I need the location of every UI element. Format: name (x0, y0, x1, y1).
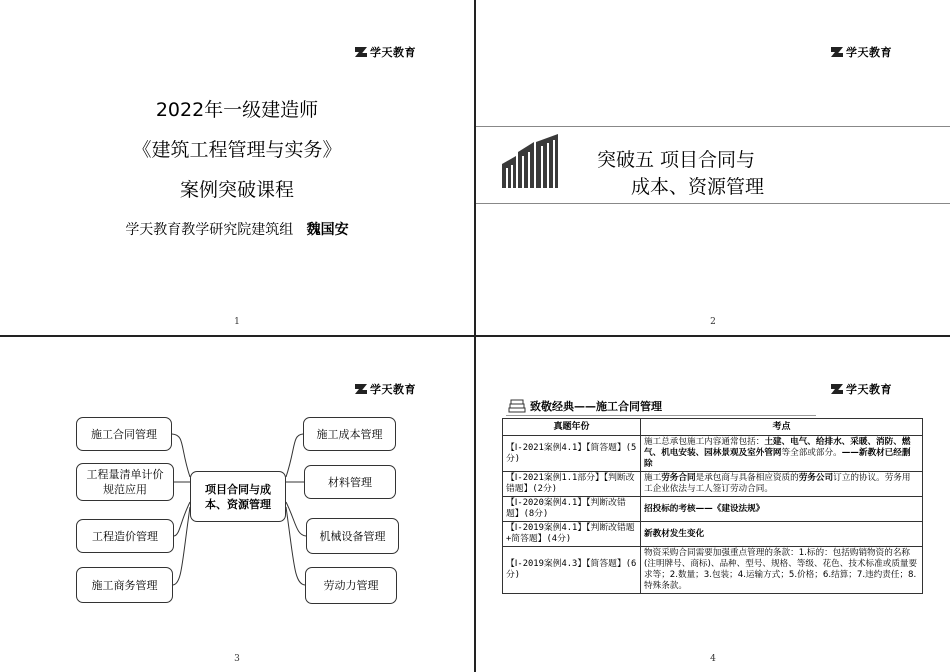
table-heading-text: 致敬经典——施工合同管理 (530, 400, 662, 413)
page-number: 1 (234, 317, 240, 327)
heading-rule (506, 415, 816, 416)
point-text: 施工 (644, 473, 662, 483)
point-cell (641, 547, 923, 594)
section-title-line-1: 突破五 项目合同与 (597, 149, 756, 171)
point-text: 施工总承包施工内容通常包括： (644, 437, 765, 447)
slide-2[interactable] (476, 0, 950, 335)
slide-3[interactable] (0, 337, 474, 672)
point-cell (641, 472, 923, 497)
brand-mark-icon (831, 47, 843, 57)
table-row (503, 497, 923, 522)
title-line-3: 案例突破课程 (179, 179, 294, 201)
col-year-header: 真题年份 (503, 419, 641, 436)
point-text: 订立的协议。劳务用工企业依法与工人签订劳动合同。 (644, 473, 911, 494)
author-name: 魏国安 (306, 222, 349, 238)
author-line (0, 219, 474, 239)
point-text-bold: ——新教材已经删除 (644, 448, 911, 469)
page-number: 4 (710, 654, 716, 664)
node-cost-management[interactable]: 工程造价管理 (76, 519, 174, 553)
table-heading (508, 398, 662, 414)
brand-mark-icon (831, 384, 843, 394)
point-text-bold: 劳务公司 (798, 473, 834, 483)
node-construction-cost[interactable]: 施工成本管理 (303, 417, 396, 451)
books-icon (508, 399, 526, 413)
section-title-line-2: 成本、资源管理 (631, 176, 765, 198)
point-text-bold: 招投标的考核——《建设法规》 (644, 503, 765, 514)
author-org: 学天教育教学研究院建筑组 (125, 222, 294, 238)
point-text: 等全部或部分。 (781, 448, 842, 458)
buildings-icon (500, 134, 560, 188)
brand-name: 学天教育 (370, 46, 416, 59)
title-line-1: 2022年一级建造师 (155, 99, 319, 121)
table-header-row (503, 419, 923, 436)
mindmap-center-node[interactable]: 项目合同与成本、资源管理 (190, 471, 286, 522)
year-cell: 【Ⅰ-2021案例4.1】【简答题】(5分) (503, 436, 641, 472)
table-row (503, 547, 923, 594)
node-machinery[interactable]: 机械设备管理 (306, 518, 399, 554)
node-bill-of-quantities[interactable]: 工程量清单计价规范应用 (76, 463, 174, 501)
point-cell (641, 522, 923, 547)
node-labor[interactable]: 劳动力管理 (305, 567, 397, 604)
table-row (503, 472, 923, 497)
page-number: 2 (710, 317, 716, 327)
slide-4[interactable] (476, 337, 950, 672)
point-cell (641, 497, 923, 522)
point-text-bold: 劳务合同 (661, 473, 696, 483)
node-construction-contract[interactable]: 施工合同管理 (76, 417, 172, 451)
year-cell: 【Ⅰ-2019案例4.3】【简答题】(6分) (503, 547, 641, 594)
exam-table (502, 418, 923, 594)
point-text: 物资采购合同需要加强重点管理的条款：1.标的：包括购销物资的名称(注明牌号、商标)、品种、型号、规格、等级、花色、技术标准或质量要求等；2.数量；3.包装；4.运输方式；5.价格；6.结算；7.违约责任；8.特殊条款。 (644, 548, 918, 591)
brand-logo (831, 381, 892, 397)
point-text: 是承包商与具备相应资质的 (695, 473, 799, 483)
brand-name: 学天教育 (370, 383, 416, 396)
brand-logo (355, 44, 416, 60)
year-cell: 【Ⅰ-2020案例4.1】【判断改错题】(8分) (503, 497, 641, 522)
brand-name: 学天教育 (846, 383, 892, 396)
point-text-bold: 新教材发生变化 (644, 528, 705, 539)
title-line-2: 《建筑工程管理与实务》 (132, 139, 342, 161)
year-cell: 【Ⅰ-2019案例4.1】【判断改错题+简答题】(4分) (503, 522, 641, 547)
table-row (503, 436, 923, 472)
node-materials[interactable]: 材料管理 (304, 465, 396, 499)
brand-mark-icon (355, 47, 367, 57)
slide-1[interactable] (0, 0, 474, 335)
node-commercial-management[interactable]: 施工商务管理 (76, 567, 173, 603)
point-text-bold: 土建、电气、给排水、采暖、消防、燃气、机电安装、园林景观及室外管网 (644, 437, 911, 458)
brand-logo (831, 44, 892, 60)
year-cell: 【Ⅰ-2021案例1.1部分】【判断改错题】(2分) (503, 472, 641, 497)
page-number: 3 (234, 654, 240, 664)
col-point-header: 考点 (641, 419, 923, 436)
brand-name: 学天教育 (846, 46, 892, 59)
table-row (503, 522, 923, 547)
point-cell (641, 436, 923, 472)
